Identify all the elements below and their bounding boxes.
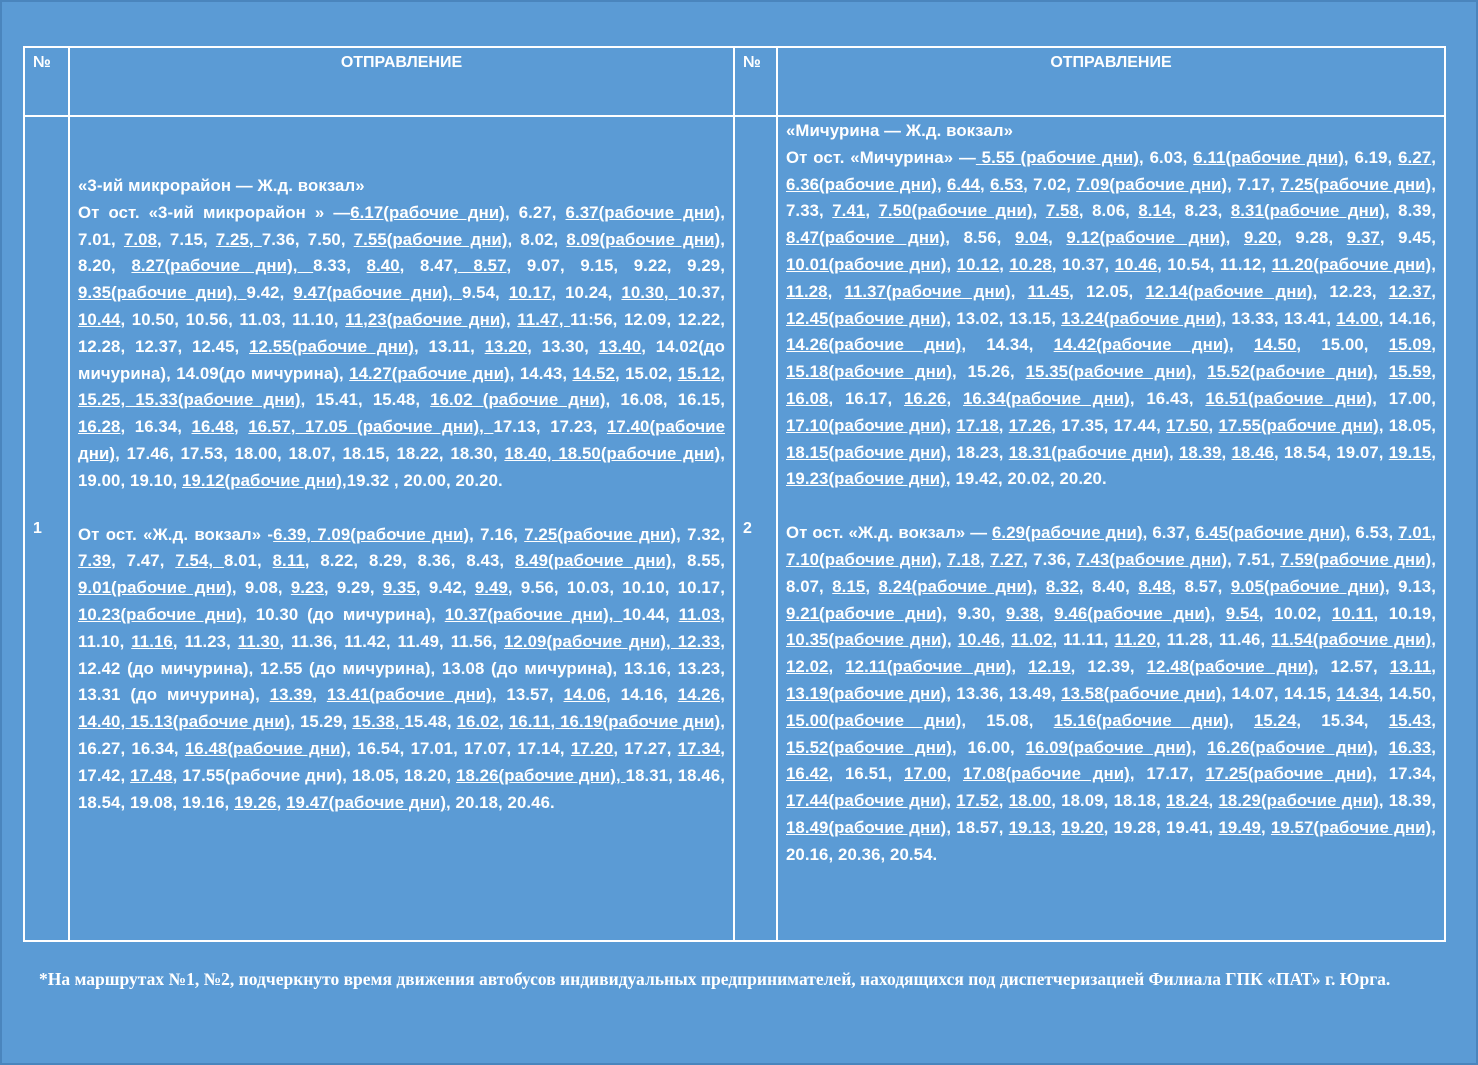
underlined-time: 14.26, 14.40, 15.13(рабочие дни) [78, 685, 726, 732]
underlined-time: 16.28 [78, 417, 121, 437]
underlined-time: 17.48 [130, 765, 173, 785]
underlined-time: 16.48(рабочие дни) [184, 738, 347, 758]
underlined-time: 10.23(рабочие дни) [78, 604, 243, 624]
underlined-time: 14.34 [1336, 683, 1379, 703]
underlined-time: 7.01 [1398, 523, 1432, 543]
underlined-time: 7.18 [946, 549, 981, 569]
underlined-time: 7.08 [123, 229, 158, 249]
schedule-table [23, 46, 1446, 942]
underlined-time: 16.02 [456, 712, 500, 732]
underlined-time: 16.33 [1388, 737, 1432, 757]
underlined-time: 6.27 [1398, 147, 1432, 167]
underlined-time: 14.27(рабочие дни) [349, 363, 510, 383]
route-2-departures [777, 116, 1445, 941]
underlined-time: 11.45 [1027, 281, 1070, 301]
underlined-time: 9.35 [382, 578, 416, 598]
underlined-time: 18.39 [1178, 442, 1222, 462]
underlined-time: 6.53 [990, 174, 1024, 194]
underlined-time: 14.00 [1336, 308, 1379, 328]
underlined-time: 11.03 [678, 604, 721, 624]
underlined-time: 15.00(рабочие дни) [786, 710, 962, 730]
underlined-time: 18.49(рабочие дни) [786, 817, 947, 837]
underlined-time: 6.37(рабочие дни), [565, 202, 725, 222]
underlined-time: 9.20 [1244, 228, 1278, 248]
header-number-left: № [24, 47, 69, 116]
underlined-time: 13.41(рабочие дни) [326, 685, 492, 705]
underlined-time: 12.14(рабочие дни) [1145, 281, 1313, 301]
underlined-time: 9.37 [1346, 228, 1380, 248]
underlined-time: 8.15 [832, 576, 866, 596]
underlined-time: 19.15 [1388, 442, 1432, 462]
underlined-time: 17.20 [570, 738, 614, 758]
underlined-time: 14.52 [572, 363, 615, 383]
underlined-time: 18.24 [1166, 791, 1209, 811]
header-departure-left: ОТПРАВЛЕНИЕ [69, 47, 734, 116]
underlined-time: 9.47(рабочие дни), [293, 283, 462, 303]
underlined-time: 13.40 [598, 336, 642, 356]
underlined-time: 18.15(рабочие дни) [786, 442, 947, 462]
underlined-time: 15.09 [1388, 335, 1432, 355]
underlined-time: 15.18(рабочие дни) [786, 362, 952, 382]
underlined-time: 11.37(рабочие дни) [844, 281, 1011, 301]
underlined-time: 14.06 [563, 685, 607, 705]
underlined-time: 15.12, 15.25, 15.33(рабочие дни) [78, 363, 726, 410]
underlined-time: 9.01(рабочие дни) [78, 578, 232, 598]
underlined-time: 8.31(рабочие дни) [1230, 201, 1385, 221]
underlined-time: 6.44 [946, 174, 981, 194]
underlined-time: 12.45(рабочие дни) [786, 308, 947, 328]
underlined-time: 17.44(рабочие дни) [786, 791, 947, 811]
underlined-time: 17.55(рабочие дни) [1218, 415, 1379, 435]
underlined-time: 7.25(рабочие дни) [524, 524, 677, 544]
underlined-time: 10.12 [956, 254, 1000, 274]
route-1-schedule-from-railway-station: От ост. «Ж.д. вокзал» -6.39, 7.09(рабочие дни), 7.16, 7.25(рабочие дни), 7.32, 7.39, 7.47, 7.54, 8.01, 8.11, 8.22, 8.29, 8.36, 8.43, 8.49(рабочие дни), 8.55, 9.01(рабочие дни), 9.08, 9.23, 9.29, 9.35, 9.42, 9.49, 9.56, 10.03, 10.10, 10.17, 10.23(рабочие дни), 10.30 (до мичурина), 10.37(рабочие дни), 10.44, 11.03, 11.10, 11.16, 11.23, 11.30, 11.36, 11.42, 11.49, 11.56, 12.09(рабочие дни), 12.33, 12.42 (до мичурина), 12.55 (до мичурина), 13.08 (до мичурина), 13.16, 13.23, 13.31 (до мичурина), 13.39, 13.41(рабочие дни), 13.57, 14.06, 14.16, 14.26, 14.40, 15.13(рабочие дни), 15.29, 15.38, 15.48, 16.02, 16.11, 16.19(рабочие дни), 16.27, 16.34, 16.48(рабочие дни), 16.54, 17.01, 17.07, 17.14, 17.20, 17.27, 17.34, 17.42, 17.48, 17.55(рабочие дни), 18.05, 18.20, 18.26(рабочие дни), 18.31, 18.46, 18.54, 19.08, 19.16, 19.26, 19.47(рабочие дни), 20.18, 20.46. [78, 524, 726, 812]
underlined-time: 6.29(рабочие дни) [992, 523, 1143, 543]
underlined-time: 8.40 [366, 256, 400, 276]
underlined-time: 19.20 [1061, 817, 1104, 837]
underlined-time: 15.35(рабочие дни) [1025, 362, 1192, 382]
underlined-time: 9.12(рабочие дни) [1066, 228, 1226, 248]
underlined-time: 9.54 [1225, 603, 1259, 623]
footnote: *На маршрутах №1, №2, подчеркнуто время движения автобусов индивидуальных предпринимателей, находящихся под диспетчеризацией Филиала ГПК «ПАТ» г. Юрга. [39, 969, 1391, 989]
underlined-time: 12.55(рабочие дни) [249, 336, 414, 356]
underlined-time: 6.39, 7.09(рабочие дни) [273, 524, 470, 544]
underlined-time: 10.30, [621, 283, 678, 303]
underlined-time: 6.36(рабочие дни) [786, 174, 937, 194]
underlined-time: 6.45(рабочие дни) [1195, 523, 1346, 543]
underlined-time: 16.02 (рабочие дни) [430, 390, 606, 410]
underlined-time: 12.02 [786, 657, 829, 677]
underlined-time: 7.09(рабочие дни) [1076, 174, 1228, 194]
underlined-time: 10.28 [1009, 254, 1052, 274]
underlined-time: 8.57 [457, 256, 507, 276]
underlined-time: 19.49 [1218, 817, 1261, 837]
underlined-time: 13.24(рабочие дни) [1061, 308, 1222, 328]
underlined-time: 10.17 [508, 283, 552, 303]
underlined-time: 18.46 [1231, 442, 1274, 462]
underlined-time: 7.50(рабочие дни) [878, 201, 1033, 221]
underlined-time: 7.58 [1045, 201, 1079, 221]
underlined-time: 8.49(рабочие дни) [514, 551, 672, 571]
underlined-time: 9.46(рабочие дни) [1054, 603, 1211, 623]
underlined-time: 9.38 [1005, 603, 1039, 623]
underlined-time: 8.09(рабочие дни) [566, 229, 721, 249]
underlined-time: 16.08 [786, 388, 829, 408]
underlined-time: 16.57, 17.05 (рабочие дни), [248, 417, 494, 437]
underlined-time: 17.34 [677, 738, 721, 758]
route-2-schedule-from-michurina: От ост. «Мичурина» — 5.55 (рабочие дни), 6.03, 6.11(рабочие дни), 6.19, 6.27, 6.36(рабочие дни), 6.44, 6.53, 7.02, 7.09(рабочие дни), 7.17, 7.25(рабочие дни), 7.33, 7.41, 7.50(рабочие дни), 7.58, 8.06, 8.14, 8.23, 8.31(рабочие дни), 8.39, 8.47(рабочие дни), 8.56, 9.04, 9.12(рабочие дни), 9.20, 9.28, 9.37, 9.45, 10.01(рабочие дни), 10.12, 10.28, 10.37, 10.46, 10.54, 11.12, 11.20(рабочие дни), 11.28, 11.37(рабочие дни), 11.45, 12.05, 12.14(рабочие дни), 12.23, 12.37, 12.45(рабочие дни), 13.02, 13.15, 13.24(рабочие дни), 13.33, 13.41, 14.00, 14.16, 14.26(рабочие дни), 14.34, 14.42(рабочие дни), 14.50, 15.00, 15.09, 15.18(рабочие дни), 15.26, 15.35(рабочие дни), 15.52(рабочие дни), 15.59, 16.08, 16.17, 16.26, 16.34(рабочие дни), 16.43, 16.51(рабочие дни), 17.00, 17.10(рабочие дни), 17.18, 17.26, 17.35, 17.44, 17.50, 17.55(рабочие дни), 18.05, 18.15(рабочие дни), 18.23, 18.31(рабочие дни), 18.39, 18.46, 18.54, 19.07, 19.15, 19.23(рабочие дни), 19.42, 20.02, 20.20. [786, 147, 1437, 489]
underlined-time: 7.41 [832, 201, 866, 221]
underlined-time: 8.11 [272, 551, 305, 571]
underlined-time: 16.48 [191, 417, 235, 437]
underlined-time: 11.54(рабочие дни) [1271, 630, 1432, 650]
route-1-title: «3-ий микрорайон — Ж.д. вокзал» [78, 176, 365, 195]
underlined-time: 10.46 [957, 630, 1001, 650]
underlined-time: 11.20 [1114, 630, 1157, 650]
underlined-time: 9.05(рабочие дни) [1230, 576, 1385, 596]
underlined-time: 7.39 [78, 551, 112, 571]
underlined-time: 15.52(рабочие дни) [1207, 362, 1374, 382]
underlined-time: 19.57(рабочие дни) [1270, 817, 1432, 837]
underlined-time: 13.58(рабочие дни) [1061, 683, 1222, 703]
underlined-time: 16.11, 16.19(рабочие дни) [508, 712, 721, 732]
underlined-time: 16.09(рабочие дни) [1025, 737, 1192, 757]
underlined-time: 12.37 [1388, 281, 1432, 301]
underlined-time: 17.18 [956, 415, 999, 435]
underlined-time: 7.25, [215, 229, 262, 249]
underlined-time: 7.43(рабочие дни) [1076, 549, 1228, 569]
underlined-time: 7.54, [175, 551, 224, 571]
underlined-time: 11.28 [786, 281, 828, 301]
paragraph-gap [786, 493, 1436, 520]
underlined-time: 15.43 [1388, 710, 1432, 730]
header-departure-right: ОТПРАВЛЕНИЕ [777, 47, 1445, 116]
underlined-time: 17.10(рабочие дни) [786, 415, 947, 435]
underlined-time: 19.12(рабочие дни) [182, 470, 342, 490]
underlined-time: 9.35(рабочие дни), [78, 283, 247, 303]
underlined-time: 18.00 [1008, 791, 1052, 811]
paragraph-gap [78, 495, 725, 522]
route-1-departures [69, 116, 734, 941]
table-header-row [24, 47, 1445, 116]
underlined-time: 11.02 [1010, 630, 1053, 650]
underlined-time: 12.09(рабочие дни), 12.33, [503, 631, 725, 651]
underlined-time: 17.52 [956, 791, 999, 811]
underlined-time: 17.08(рабочие дни) [962, 764, 1130, 784]
route-1-number: 1 [24, 116, 69, 941]
underlined-time: 11.16 [131, 631, 173, 651]
underlined-time: 17.50 [1166, 415, 1209, 435]
underlined-time: 13.11 [1389, 657, 1432, 677]
underlined-time: 7.27 [990, 549, 1024, 569]
underlined-time: 16.42 [786, 764, 829, 784]
underlined-time: 7.10(рабочие дни) [786, 549, 937, 569]
underlined-time: 10.11 [1331, 603, 1374, 623]
underlined-time: 15.52(рабочие дни) [786, 737, 952, 757]
route-2-number: 2 [734, 116, 777, 941]
underlined-time: 18.40, 18.50(рабочие дни) [504, 443, 721, 463]
underlined-time: 16.26(рабочие дни) [1207, 737, 1374, 757]
underlined-time: 16.34(рабочие дни) [962, 388, 1130, 408]
underlined-time: 13.20 [484, 336, 528, 356]
underlined-time: 14.50 [1253, 335, 1297, 355]
table-row [24, 116, 1445, 941]
underlined-time: 10.44 [78, 309, 121, 329]
underlined-time: 15.24 [1253, 710, 1297, 730]
underlined-time: 9.21(рабочие дни) [786, 603, 943, 623]
underlined-time: 6.11(рабочие дни) [1193, 147, 1344, 167]
underlined-time: 5.55 (рабочие дни) [975, 147, 1140, 167]
route-2-title: «Мичурина — Ж.д. вокзал» [786, 121, 1014, 140]
underlined-time: 6.17(рабочие дни) [350, 202, 505, 222]
route-2-schedule-from-railway-station: От ост. «Ж.д. вокзал» — 6.29(рабочие дни), 6.37, 6.45(рабочие дни), 6.53, 7.01, 7.10(рабочие дни), 7.18, 7.27, 7.36, 7.43(рабочие дни), 7.51, 7.59(рабочие дни), 8.07, 8.15, 8.24(рабочие дни), 8.32, 8.40, 8.48, 8.57, 9.05(рабочие дни), 9.13, 9.21(рабочие дни), 9.30, 9.38, 9.46(рабочие дни), 9.54, 10.02, 10.11, 10.19, 10.35(рабочие дни), 10.46, 11.02, 11.11, 11.20, 11.28, 11.46, 11.54(рабочие дни), 12.02, 12.11(рабочие дни), 12.19, 12.39, 12.48(рабочие дни), 12.57, 13.11, 13.19(рабочие дни), 13.36, 13.49, 13.58(рабочие дни), 14.07, 14.15, 14.34, 14.50, 15.00(рабочие дни), 15.08, 15.16(рабочие дни), 15.24, 15.34, 15.43, 15.52(рабочие дни), 16.00, 16.09(рабочие дни), 16.26(рабочие дни), 16.33, 16.42, 16.51, 17.00, 17.08(рабочие дни), 17.17, 17.25(рабочие дни), 17.34, 17.44(рабочие дни), 17.52, 18.00, 18.09, 18.18, 18.24, 18.29(рабочие дни), 18.39, 18.49(рабочие дни), 18.57, 19.13, 19.20, 19.28, 19.41, 19.49, 19.57(рабочие дни), 20.16, 20.36, 20.54. [786, 523, 1437, 864]
underlined-time: 9.23 [290, 578, 324, 598]
underlined-time: 19.47(рабочие дни) [286, 792, 447, 812]
underlined-time: 10.37(рабочие дни), [444, 604, 623, 624]
underlined-time: 7.59(рабочие дни) [1280, 549, 1432, 569]
underlined-time: 11.20(рабочие дни) [1271, 254, 1432, 274]
header-number-right: № [734, 47, 777, 116]
underlined-time: 19.13 [1008, 817, 1052, 837]
underlined-time: 7.25(рабочие дни) [1280, 174, 1432, 194]
underlined-time: 9.04 [1015, 228, 1049, 248]
underlined-time: 13.19(рабочие дни) [786, 683, 947, 703]
underlined-time: 16.51(рабочие дни) [1205, 388, 1373, 408]
underlined-time: 19.23(рабочие дни) [786, 469, 946, 489]
underlined-time: 17.00 [903, 764, 947, 784]
underlined-time: 14.42(рабочие дни) [1053, 335, 1229, 355]
underlined-time: 8.27(рабочие дни), [131, 256, 314, 276]
underlined-time: 7.55(рабочие дни) [353, 229, 508, 249]
underlined-time: 11,23(рабочие дни) [345, 309, 506, 329]
underlined-time: 14.26(рабочие дни) [786, 335, 962, 355]
underlined-time: 8.14 [1138, 201, 1172, 221]
underlined-time: 8.24(рабочие дни) [878, 576, 1033, 596]
underlined-time: 17.40(рабочие дни) [78, 417, 726, 463]
underlined-time: 10.46 [1114, 254, 1158, 274]
underlined-time: 9.49 [474, 578, 508, 598]
underlined-time: 12.11(рабочие дни) [845, 657, 1012, 677]
underlined-time: 13.39 [269, 685, 313, 705]
underlined-time: 8.47(рабочие дни) [786, 228, 946, 248]
underlined-time: 18.29(рабочие дни) [1218, 791, 1379, 811]
underlined-time: 11.30 [237, 631, 280, 651]
underlined-time: 15.59 [1388, 362, 1432, 382]
underlined-time: 15.38, [352, 712, 405, 732]
underlined-time: 8.32 [1045, 576, 1079, 596]
underlined-time: 12.48(рабочие дни) [1146, 657, 1314, 677]
underlined-time: 15.16(рабочие дни) [1053, 710, 1229, 730]
underlined-time: 17.25(рабочие дни) [1205, 764, 1373, 784]
underlined-time: 11.47, [517, 309, 571, 329]
underlined-time: 19.26 [234, 792, 277, 812]
route-1-schedule-from-3rd-microdistrict: От ост. «3-ий микрорайон » —6.17(рабочие дни), 6.27, 6.37(рабочие дни), 7.01, 7.08, 7.15, 7.25, 7.36, 7.50, 7.55(рабочие дни), 8.02, 8.09(рабочие дни), 8.20, 8.27(рабочие дни), 8.33, 8.40, 8.47, 8.57, 9.07, 9.15, 9.22, 9.29, 9.35(рабочие дни), 9.42, 9.47(рабочие дни), 9.54, 10.17, 10.24, 10.30, 10.37, 10.44, 10.50, 10.56, 11.03, 11.10, 11,23(рабочие дни), 11.47, 11:56, 12.09, 12.22, 12.28, 12.37, 12.45, 12.55(рабочие дни), 13.11, 13.20, 13.30, 13.40, 14.02(до мичурина), 14.09(до мичурина), 14.27(рабочие дни), 14.43, 14.52, 15.02, 15.12, 15.25, 15.33(рабочие дни), 15.41, 15.48, 16.02 (рабочие дни), 16.08, 16.15, 16.28, 16.34, 16.48, 16.57, 17.05 (рабочие дни), 17.13, 17.23, 17.40(рабочие дни), 17.46, 17.53, 18.00, 18.07, 18.15, 18.22, 18.30, 18.40, 18.50(рабочие дни), 19.00, 19.10, 19.12(рабочие дни),19.32 , 20.00, 20.20. [78, 202, 726, 490]
underlined-time: 10.01(рабочие дни) [786, 254, 947, 274]
underlined-time: 10.35(рабочие дни) [786, 630, 948, 650]
underlined-time: 8.48 [1138, 576, 1172, 596]
underlined-time: 17.26 [1008, 415, 1052, 435]
underlined-time: 16.26 [903, 388, 947, 408]
underlined-time: 18.26(рабочие дни), [456, 765, 626, 785]
underlined-time: 18.31(рабочие дни) [1008, 442, 1170, 462]
underlined-time: 12.19 [1028, 657, 1071, 677]
